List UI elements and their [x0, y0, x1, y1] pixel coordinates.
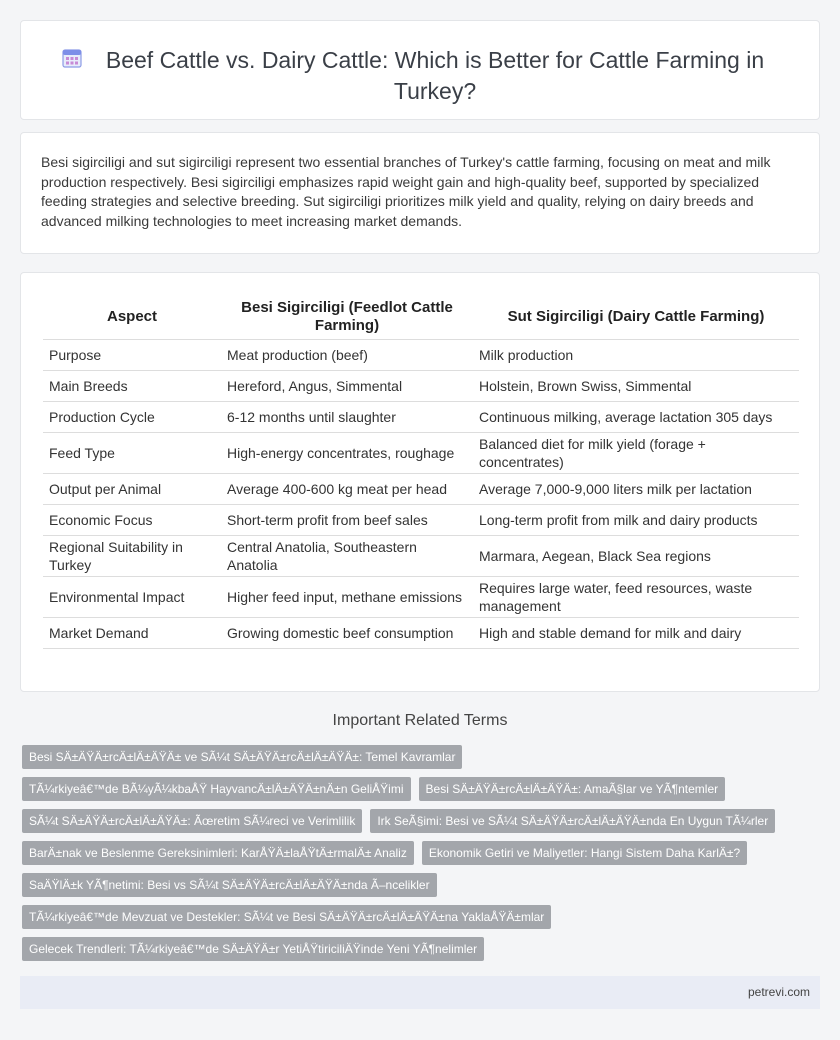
related-term-tag[interactable]: TÃ¼rkiyeâ€™de Mevzuat ve Destekler: SÃ¼t ve Besi SÄ±ÄŸÄ±rcÄ±lÄ±ÄŸÄ±na YaklaÅŸÄ±mlar [22, 905, 551, 929]
column-header-sut: Sut Sigirciligi (Dairy Cattle Farming) [473, 295, 799, 340]
table-row [43, 536, 799, 577]
title-card [20, 20, 820, 120]
table-cell: Hereford, Angus, Simmental [221, 371, 473, 402]
related-term-tag[interactable]: Besi SÄ±ÄŸÄ±rcÄ±lÄ±ÄŸÄ± ve SÃ¼t SÄ±ÄŸÄ±rcÄ±lÄ±ÄŸÄ±: Temel Kavramlar [22, 745, 462, 769]
intro-card [20, 132, 820, 254]
intro-paragraph: Besi sigirciligi and sut sigirciligi represent two essential branches of Turkey's cattle farming, focusing on meat and milk production respectively. Besi sigirciligi emphasizes rapid weight gain and high-quality beef, supported by specialized feeding strategies and selective breeding. Sut sigirciligi prioritizes milk yield and quality, relying on dairy breeds and advanced milking technologies to meet increasing market demands. [41, 154, 771, 229]
comparison-table [43, 295, 799, 649]
related-term-tag[interactable]: Besi SÄ±ÄŸÄ±rcÄ±lÄ±ÄŸÄ±: AmaÃ§lar ve YÃ¶ntemler [419, 777, 726, 801]
related-term-tag[interactable]: Ekonomik Getiri ve Maliyetler: Hangi Sistem Daha KarlÄ±? [422, 841, 747, 865]
table-header-row [43, 295, 799, 340]
table-cell: Long-term profit from milk and dairy products [473, 505, 799, 536]
table-row [43, 505, 799, 536]
table-cell: Meat production (beef) [221, 340, 473, 371]
related-terms-heading: Important Related Terms [332, 712, 508, 729]
table-cell: Output per Animal [43, 474, 221, 505]
related-term-tag[interactable]: TÃ¼rkiyeâ€™de BÃ¼yÃ¼kbaÅŸ HayvancÄ±lÄ±ÄŸÄ±nÄ±n GeliÅŸimi [22, 777, 411, 801]
table-cell: 6-12 months until slaughter [221, 402, 473, 433]
table-cell: Feed Type [43, 433, 221, 474]
table-cell: Holstein, Brown Swiss, Simmental [473, 371, 799, 402]
table-cell: High-energy concentrates, roughage [221, 433, 473, 474]
related-terms-list [22, 745, 812, 969]
column-header-besi: Besi Sigirciligi (Feedlot Cattle Farming) [221, 295, 473, 340]
table-cell: Average 400-600 kg meat per head [221, 474, 473, 505]
table-cell: Growing domestic beef consumption [221, 618, 473, 649]
table-cell: Main Breeds [43, 371, 221, 402]
table-row [43, 371, 799, 402]
table-row [43, 340, 799, 371]
table-cell: Higher feed input, methane emissions [221, 577, 473, 618]
table-row [43, 402, 799, 433]
related-term-tag[interactable]: SÃ¼t SÄ±ÄŸÄ±rcÄ±lÄ±ÄŸÄ±: Ãœretim SÃ¼reci ve Verimlilik [22, 809, 362, 833]
related-term-tag[interactable]: Gelecek Trendleri: TÃ¼rkiyeâ€™de SÄ±ÄŸÄ±r YetiÅŸtiriciliÄŸinde Yeni YÃ¶nelimler [22, 937, 484, 961]
table-cell: Market Demand [43, 618, 221, 649]
table-row [43, 474, 799, 505]
table-cell: Continuous milking, average lactation 305 days [473, 402, 799, 433]
related-term-tag[interactable]: SaÄŸlÄ±k YÃ¶netimi: Besi vs SÃ¼t SÄ±ÄŸÄ±rcÄ±lÄ±ÄŸÄ±nda Ã–ncelikler [22, 873, 437, 897]
table-cell: Balanced diet for milk yield (forage + concentrates) [473, 433, 799, 474]
comparison-table-card [20, 272, 820, 692]
table-cell: High and stable demand for milk and dairy [473, 618, 799, 649]
table-row [43, 433, 799, 474]
table-cell: Economic Focus [43, 505, 221, 536]
table-row [43, 577, 799, 618]
related-term-tag[interactable]: BarÄ±nak ve Beslenme Gereksinimleri: KarÅŸÄ±laÅŸtÄ±rmalÄ± Analiz [22, 841, 414, 865]
footer [20, 976, 820, 1009]
column-header-aspect: Aspect [43, 295, 221, 340]
table-cell: Environmental Impact [43, 577, 221, 618]
table-cell: Production Cycle [43, 402, 221, 433]
table-cell: Regional Suitability in Turkey [43, 536, 221, 577]
table-cell: Average 7,000-9,000 liters milk per lactation [473, 474, 799, 505]
table-cell: Short-term profit from beef sales [221, 505, 473, 536]
page-title: Beef Cattle vs. Dairy Cattle: Which is Better for Cattle Farming in Turkey? [105, 47, 765, 104]
table-cell: Purpose [43, 340, 221, 371]
table-cell: Milk production [473, 340, 799, 371]
table-cell: Central Anatolia, Southeastern Anatolia [221, 536, 473, 577]
table-cell: Requires large water, feed resources, waste management [473, 577, 799, 618]
table-row [43, 618, 799, 649]
table-cell: Marmara, Aegean, Black Sea regions [473, 536, 799, 577]
related-term-tag[interactable]: Irk SeÃ§imi: Besi ve SÃ¼t SÄ±ÄŸÄ±rcÄ±lÄ±ÄŸÄ±nda En Uygun TÃ¼rler [370, 809, 775, 833]
site-link[interactable]: petrevi.com [747, 985, 810, 999]
